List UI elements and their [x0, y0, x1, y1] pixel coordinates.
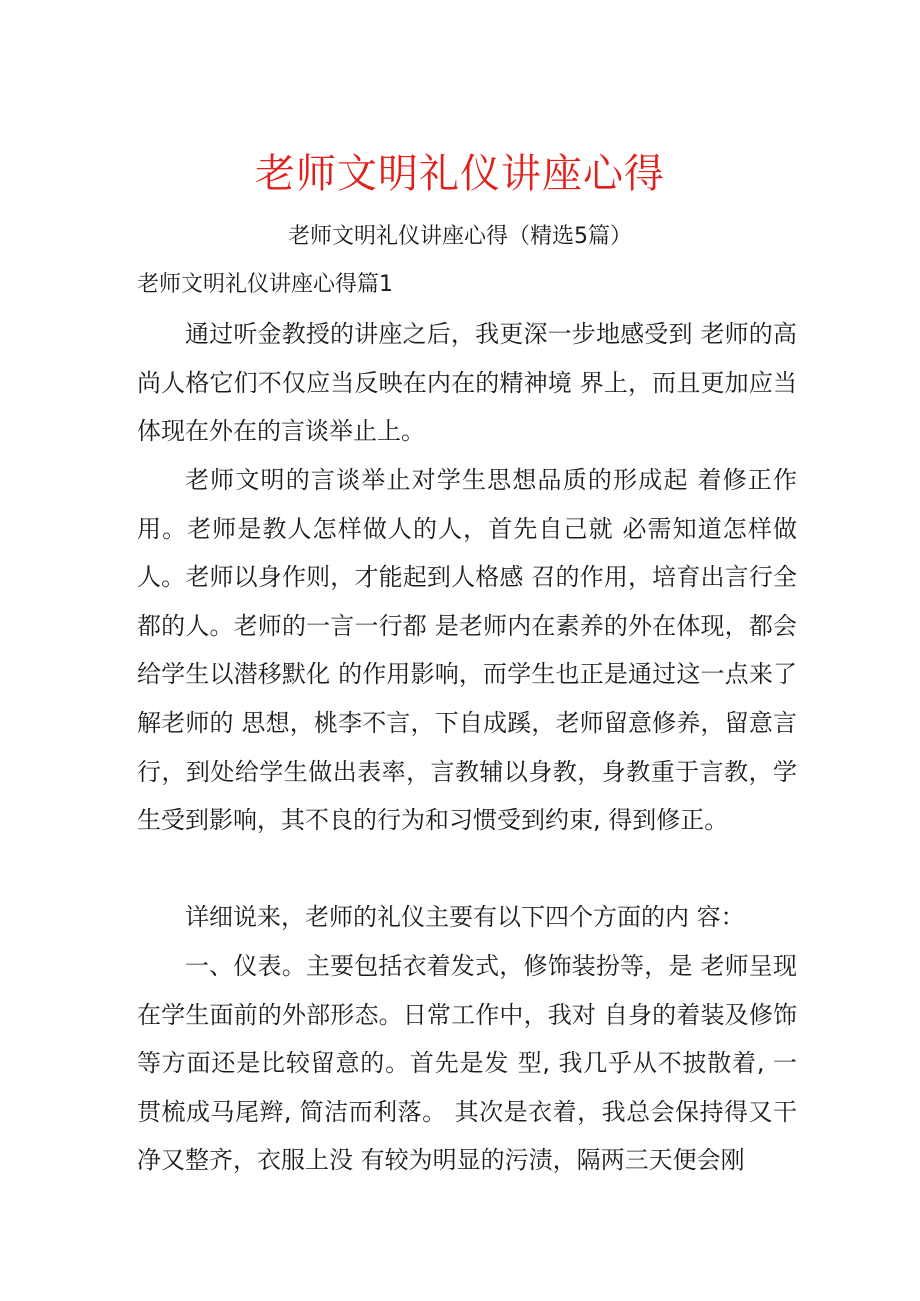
paragraph: 老师文明的言谈举止对学生思想品质的形成起 着修正作用。老师是教人怎样做人的人，首先自己就 必需知道怎样做人。老师以身作则，才能起到人格感 召的作用，培育出言行全都的人。老师的一言一行都 是老师内在素养的外在体现，都会给学生以潜移默化 的作用影响，而学生也正是通过这一点来了解老师的 思想，桃李不言，下自成蹊，老师留意修养，留意言 行，到处给学生做出表率，言教辅以身教，身教重于言教，学生受到影响，其不良的行为和习惯受到约束, 得到修正。: [137, 466, 797, 835]
paragraph: 一、仪表。主要包括衣着发式，修饰装扮等，是 老师呈现在学生面前的外部形态。日常工作中，我对 自身的着装及修饰等方面还是比较留意的。首先是发 型, 我几乎从不披散着, 一贯梳成马尾辫, 简洁而利落。 其次是衣着，我总会保持得又干净又整齐，衣服上没 有较为明显的污渍，隔两三天便会刚: [137, 952, 797, 1175]
paragraph: 通过听金教授的讲座之后，我更深一步地感受到 老师的高尚人格它们不仅应当反映在内在的精神境 界上，而且更加应当体现在外在的言谈举止上。: [137, 320, 797, 446]
section-heading: 老师文明礼仪讲座心得篇1: [137, 272, 393, 297]
paragraph: 详细说来，老师的礼仪主要有以下四个方面的内 容：: [185, 903, 745, 931]
document-subtitle: 老师文明礼仪讲座心得（精选5篇）: [288, 224, 632, 249]
document-title: 老师文明礼仪讲座心得: [255, 151, 665, 197]
